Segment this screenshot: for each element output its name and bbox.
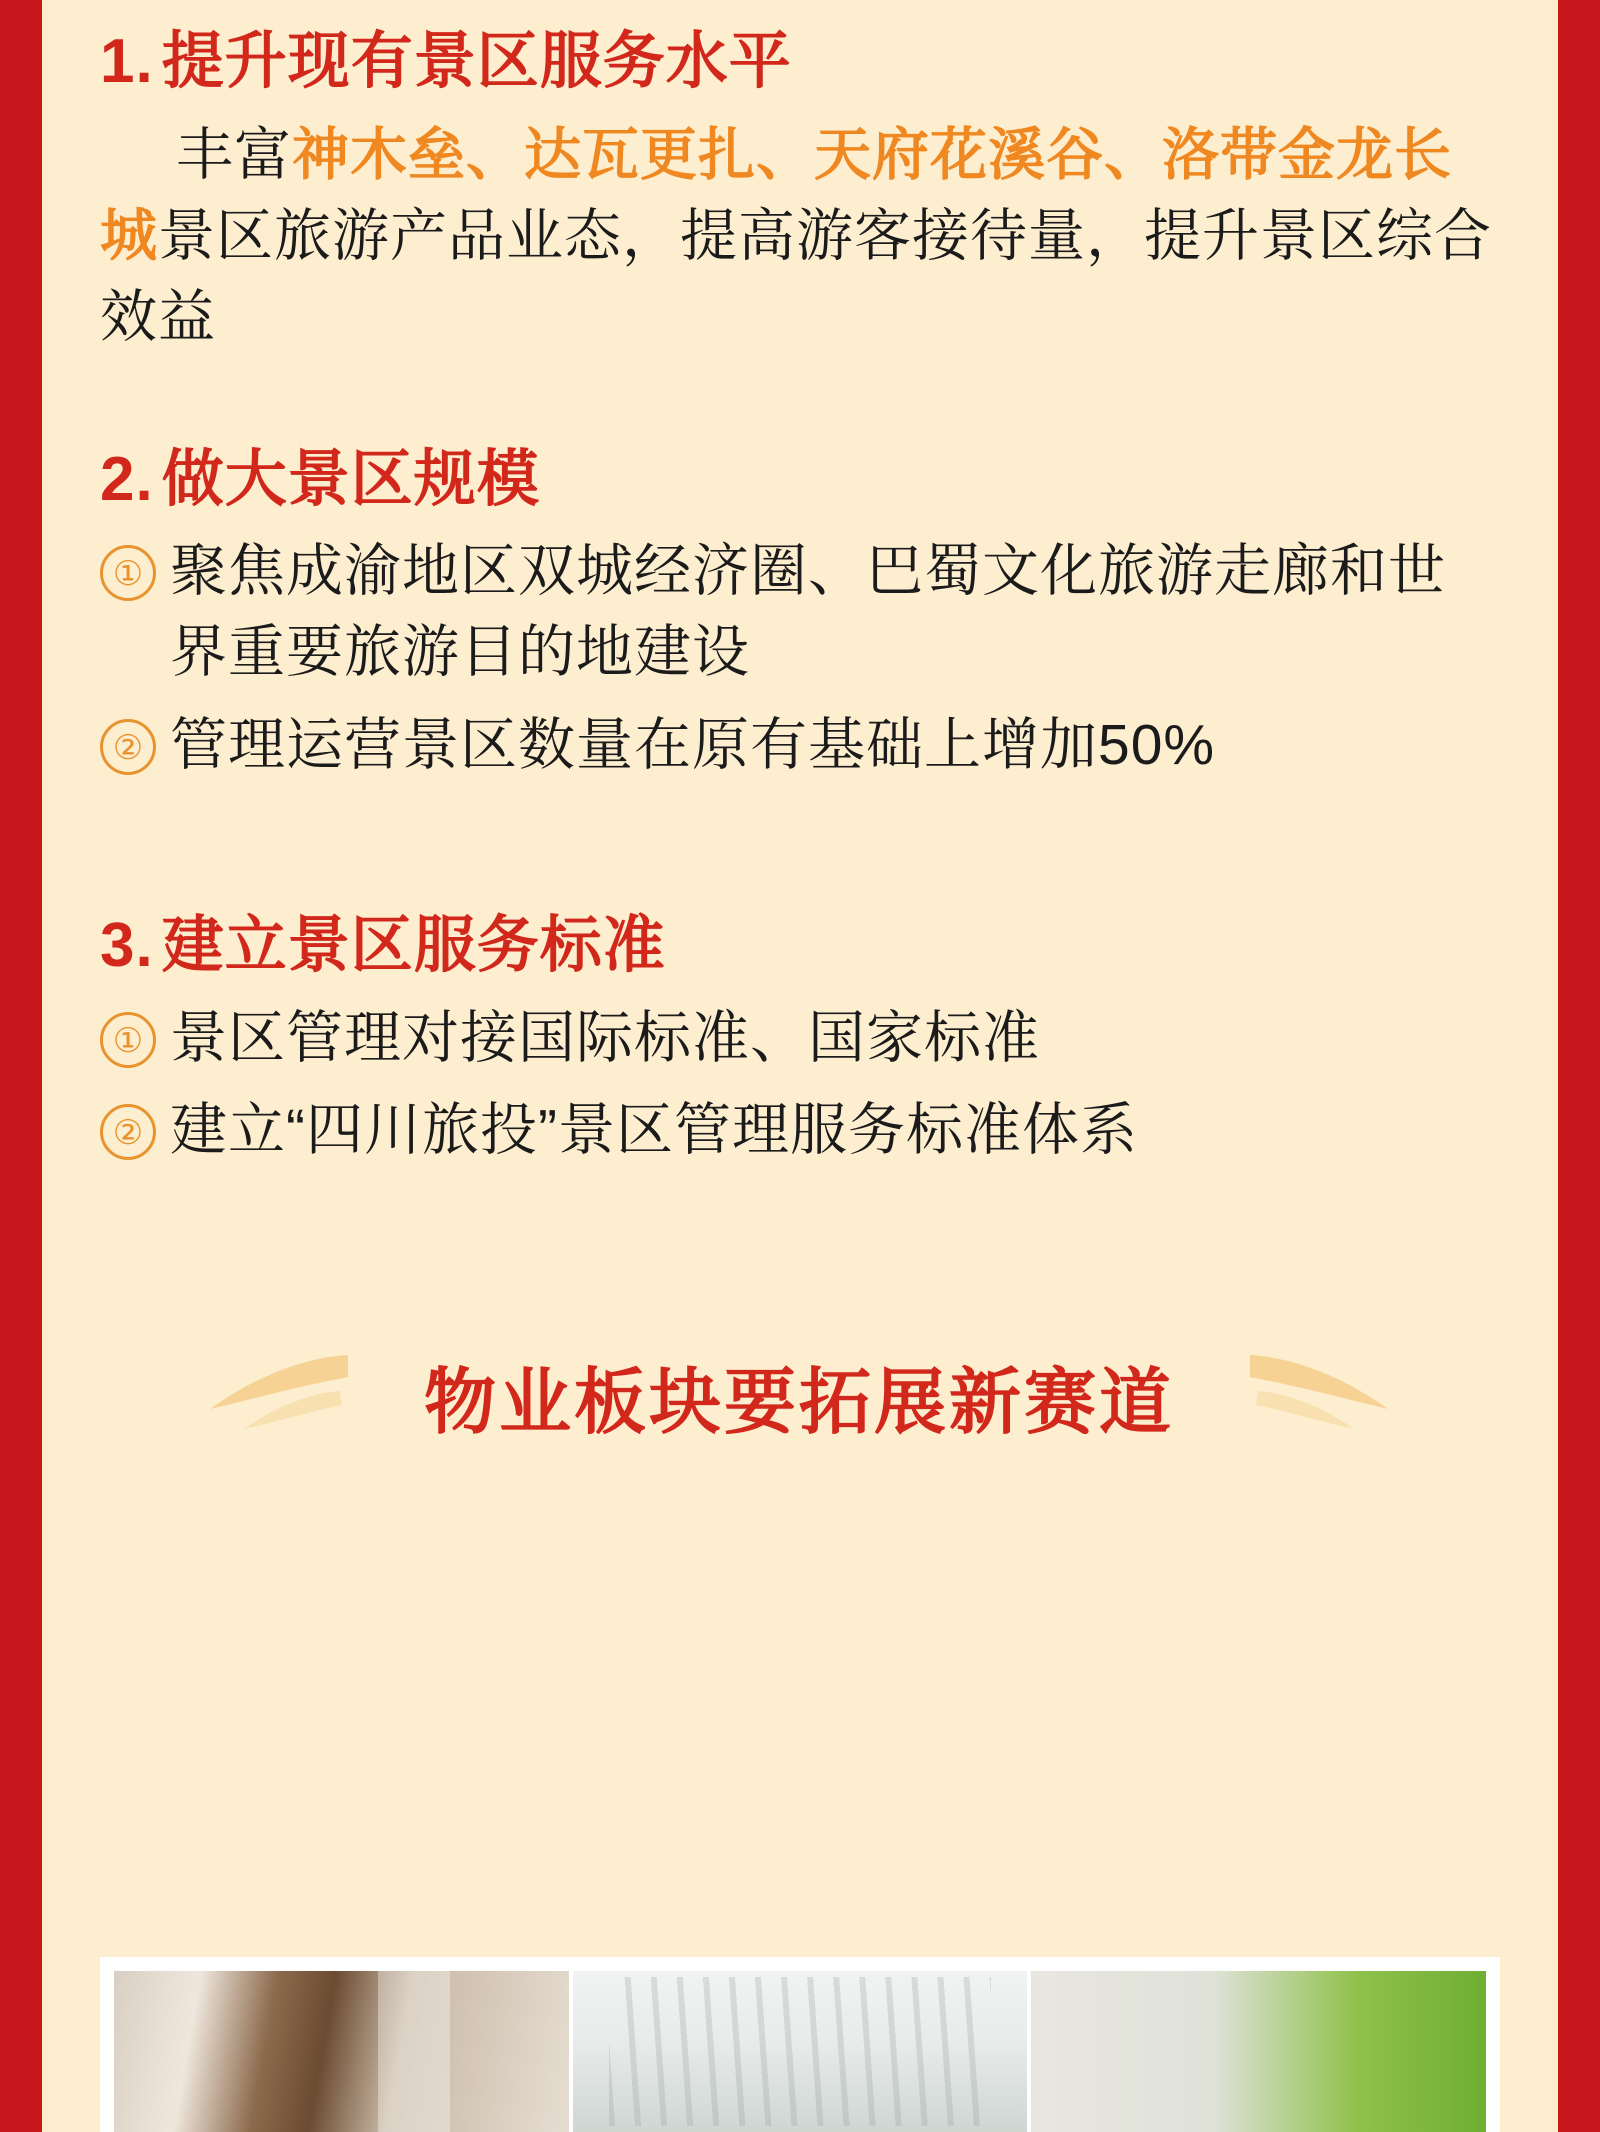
photo-strip bbox=[100, 1957, 1500, 2132]
list-item-text: 聚焦成渝地区双城经济圈、巴蜀文化旅游走廊和世界重要旅游目的地建设 bbox=[170, 539, 1446, 685]
section-3-heading bbox=[100, 910, 1498, 981]
spacer-2 bbox=[100, 798, 1498, 910]
section-1 bbox=[100, 0, 1498, 358]
list-item-text: 建立“四川旅投”景区管理服务标准体系 bbox=[170, 1098, 1138, 1163]
section-1-number: 1. bbox=[100, 27, 154, 96]
circled-number-icon: ② bbox=[100, 719, 156, 775]
photo-row bbox=[114, 1971, 1486, 2132]
banner-heading bbox=[100, 1321, 1498, 1471]
section-3-list bbox=[100, 998, 1498, 1172]
green-lawn-photo bbox=[1031, 1971, 1486, 2132]
section-3-title: 建立景区服务标准 bbox=[161, 911, 666, 981]
section-1-lead-text: 丰富 bbox=[176, 123, 292, 188]
section-1-tail-text: 景区旅游产品业态，提高游客接待量，提升景区综合效益 bbox=[100, 204, 1492, 350]
wing-flourish-icon bbox=[200, 1347, 350, 1437]
list-item-text: 管理运营景区数量在原有基础上增加50% bbox=[170, 713, 1216, 778]
content-panel bbox=[42, 0, 1558, 2132]
circled-number-icon: ① bbox=[100, 545, 156, 601]
list-item bbox=[100, 531, 1498, 693]
circled-number-icon: ② bbox=[100, 1104, 156, 1160]
spacer-1 bbox=[100, 358, 1498, 444]
section-2-number: 2. bbox=[100, 445, 154, 515]
section-2-list bbox=[100, 531, 1498, 786]
section-3 bbox=[100, 910, 1498, 1171]
section-3-number: 3. bbox=[100, 911, 154, 981]
circled-number-icon: ① bbox=[100, 1012, 156, 1068]
list-item bbox=[100, 998, 1498, 1079]
wing-flourish-icon bbox=[1248, 1347, 1398, 1437]
section-2 bbox=[100, 444, 1498, 786]
list-item bbox=[100, 705, 1498, 786]
section-1-paragraph bbox=[100, 115, 1498, 358]
section-1-heading bbox=[100, 26, 1498, 97]
banner-title: 物业板块要拓展新赛道 bbox=[423, 1363, 1174, 1444]
content-body bbox=[42, 0, 1558, 1471]
window-sheer-curtain-photo bbox=[573, 1971, 1028, 2132]
interior-door-photo bbox=[114, 1971, 569, 2132]
list-item-text: 景区管理对接国际标准、国家标准 bbox=[170, 1005, 1040, 1070]
list-item bbox=[100, 1090, 1498, 1171]
section-1-title: 提升现有景区服务水平 bbox=[161, 27, 792, 96]
section-2-heading bbox=[100, 444, 1498, 515]
section-1-highlight-text: 神木垒、达瓦更扎、天府花溪谷、洛带金龙长城 bbox=[100, 123, 1452, 269]
section-2-title: 做大景区规模 bbox=[161, 445, 540, 515]
